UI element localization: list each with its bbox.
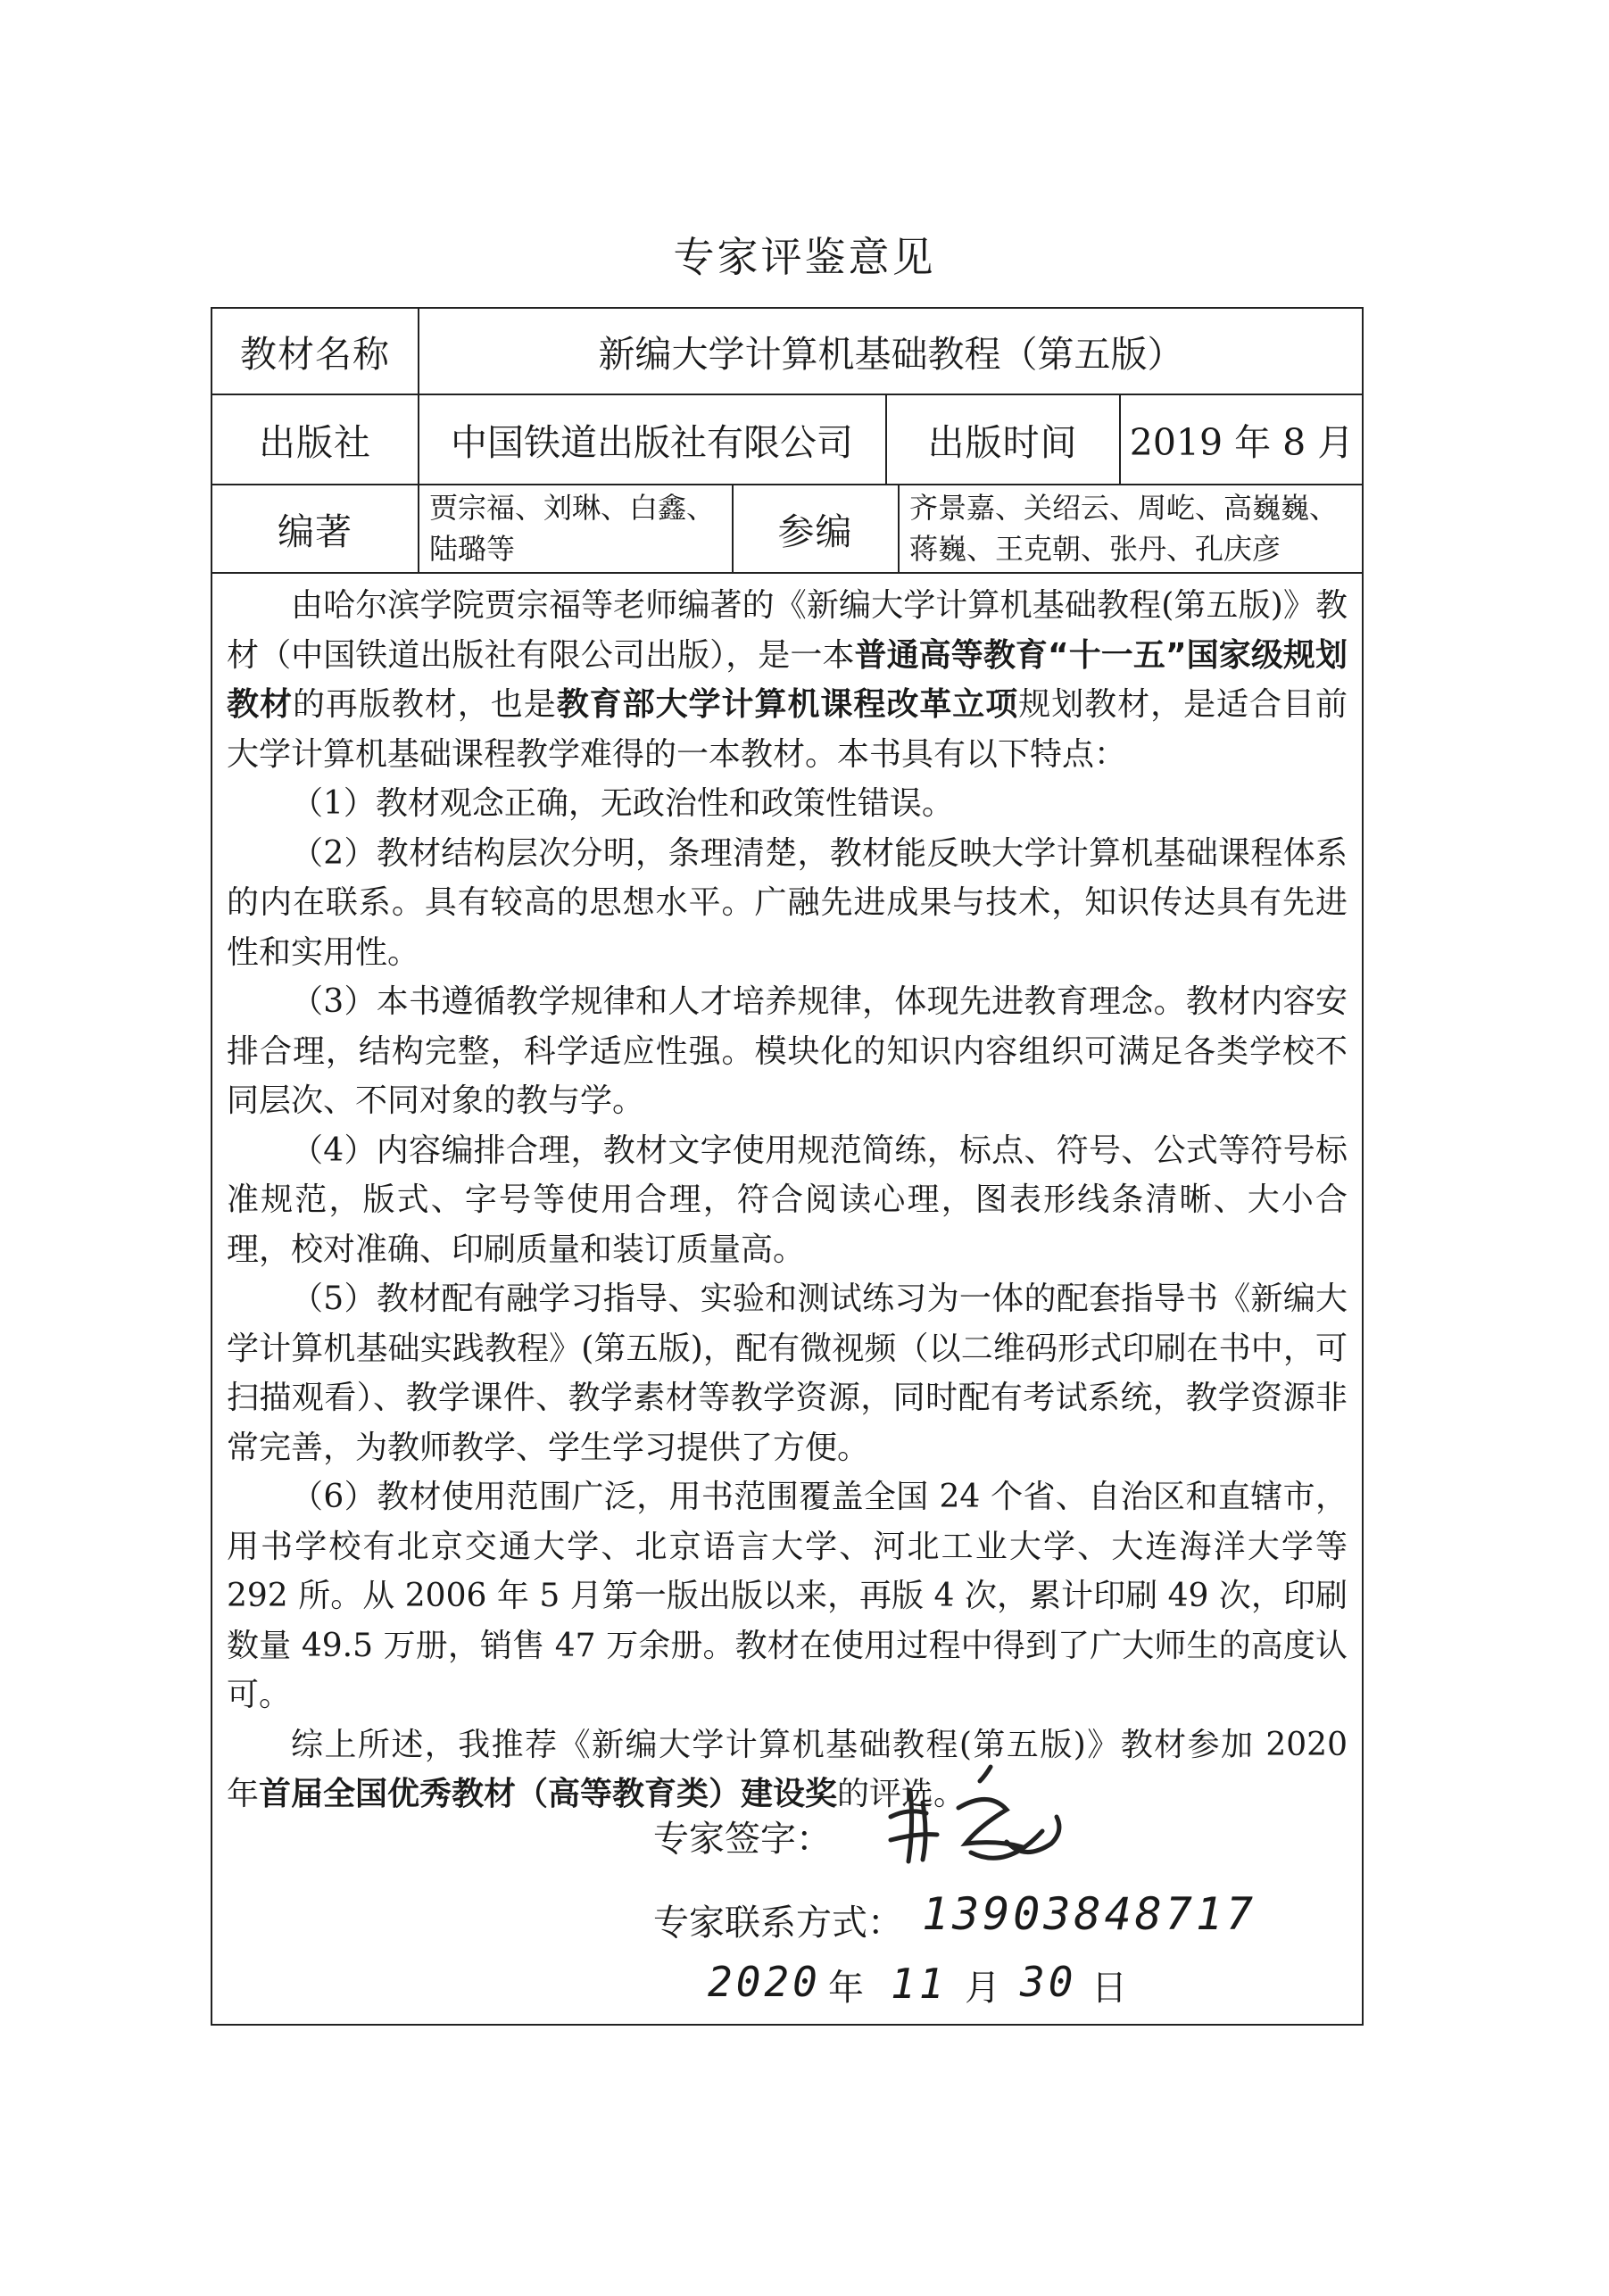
publisher: 中国铁道出版社有限公司 bbox=[451, 420, 853, 464]
opinion-paragraph: （5）教材配有融学习指导、实验和测试练习为一体的配套指导书《新编大学计算机基础实践教程》(第五版)，配有微视频（以二维码形式印刷在书中，可扫描观看）、教学课件、教学素材等教学资源，同时配有考试系统，教学资源非常完善，为教师教学、学生学习提供了方便。 bbox=[227, 1281, 1348, 1466]
contact-value: 13903848717 bbox=[922, 1888, 1257, 1940]
opinion-paragraph: （1）教材观念正确，无政治性和政策性错误。 bbox=[291, 785, 954, 822]
authors-label: 编著 bbox=[278, 510, 352, 553]
signature-label: 专家签字： bbox=[653, 1819, 832, 1860]
textbook-name-label: 教材名称 bbox=[240, 333, 390, 376]
month-label: 月 bbox=[965, 1968, 1000, 2009]
contributors-label: 参编 bbox=[777, 510, 853, 553]
review-form bbox=[211, 307, 1364, 2026]
opinion-paragraph: （3）本书遵循教学规律和人才培养规律，体现先进教育理念。教材内容安排合理，结构完整，科学适应性强。模块化的知识内容组织可满足各类学校不同层次、不同对象的教与学。 bbox=[227, 983, 1348, 1119]
publication-date: 2019 年 8 月 bbox=[1129, 420, 1355, 464]
contact-label: 专家联系方式： bbox=[653, 1902, 903, 1944]
row-divider bbox=[212, 572, 1362, 574]
handwritten-signature bbox=[873, 1754, 1087, 1879]
opinion-body bbox=[227, 581, 1348, 1819]
opinion-paragraph: （2）教材结构层次分明，条理清楚，教材能反映大学计算机基础课程体系的内在联系。具有较高的思想水平。广融先进成果与技术，知识传达具有先进性和实用性。 bbox=[227, 834, 1348, 971]
opinion-paragraph: （4）内容编排合理，教材文字使用规范简练，标点、符号、公式等符号标准规范，版式、字号等使用合理，符合阅读心理，图表形线条清晰、大小合理，校对准确、印刷质量和装订质量高。 bbox=[227, 1131, 1348, 1268]
publication-date-label: 出版时间 bbox=[927, 420, 1078, 464]
textbook-name: 新编大学计算机基础教程（第五版） bbox=[598, 333, 1184, 376]
opinion-paragraph: （6）教材使用范围广泛，用书范围覆盖全国 24 个省、自治区和直辖市，用书学校有北京交通大学、北京语言大学、河北工业大学、大连海洋大学等 292 所。从 2006 年 5 月第一版出版以来，再版 4 次，累计印刷 49 次，印刷数量 49.5 万册，销售 47 万余册。教材在使用过程中得到了广大师生的高度认可。 bbox=[227, 1479, 1348, 1713]
day-label: 日 bbox=[1091, 1968, 1127, 2009]
page-title: 专家评鉴意见 bbox=[673, 233, 936, 281]
date-month: 11 bbox=[891, 1960, 948, 2008]
contributors: 齐景嘉、关绍云、周屹、高巍巍、蒋巍、王克朝、张丹、孔庆彦 bbox=[909, 491, 1339, 566]
year-label: 年 bbox=[828, 1968, 864, 2009]
date-year: 2020 bbox=[708, 1958, 821, 2006]
opinion-paragraph: 由哈尔滨学院贾宗福等老师编著的《新编大学计算机基础教程(第五版)》教材（中国铁道出版社有限公司出版），是一本普通高等教育“十一五”国家级规划教材的再版教材，也是教育部大学计算机课程改革立项规划教材，是适合目前大学计算机基础课程教学难得的一本教材。本书具有以下特点： bbox=[227, 587, 1348, 773]
opinion-paragraph: 综上所述，我推荐《新编大学计算机基础教程(第五版)》教材参加 2020 年首届全国优秀教材（高等教育类）建设奖的评选。 bbox=[227, 1726, 1348, 1812]
publisher-label: 出版社 bbox=[259, 420, 371, 464]
authors: 贾宗福、刘琳、白鑫、陆璐等 bbox=[429, 491, 716, 566]
date-day: 30 bbox=[1020, 1958, 1077, 2006]
